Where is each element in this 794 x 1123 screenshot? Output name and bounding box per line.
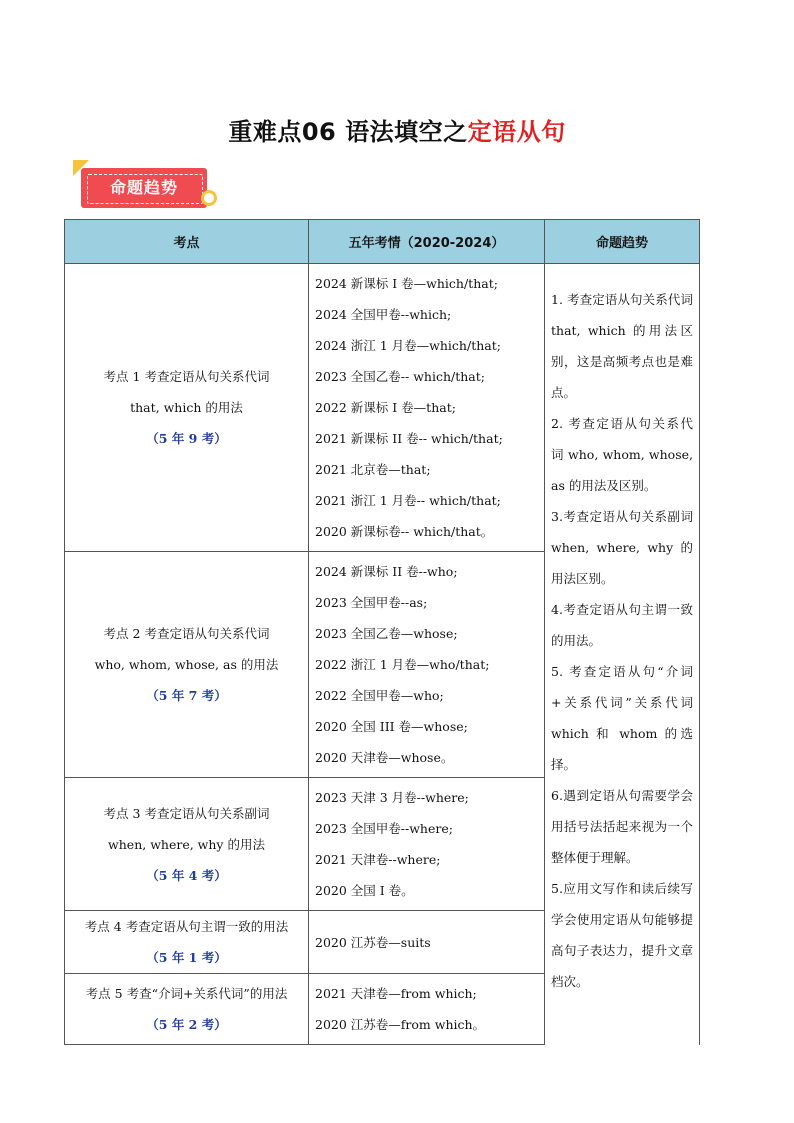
table-header-row — [65, 220, 700, 264]
years-cell — [309, 974, 545, 1045]
year-item: 2020 新课标卷-- which/that。 — [315, 524, 494, 539]
trend-item: 4.考查定语从句主谓一致的用法。 — [551, 602, 693, 648]
year-item: 2023 全国乙卷-- which/that; — [315, 369, 485, 384]
point-line: that, which 的用法 — [130, 400, 243, 415]
point-line: when, where, why 的用法 — [108, 836, 265, 852]
trend-item: 5.应用文写作和读后续写学会使用定语从句能够提高句子表达力，提升文章档次。 — [551, 881, 693, 989]
point-line: 考点 5 考查“介词+关系代词”的用法 — [85, 986, 288, 1001]
year-item: 2021 天津卷—from which; — [315, 986, 477, 1001]
point-cell — [65, 974, 309, 1045]
year-item: 2020 江苏卷—from which。 — [315, 1017, 486, 1032]
year-item: 2022 浙江 1 月卷—who/that; — [315, 657, 490, 672]
exam-trend-table — [64, 219, 700, 1045]
years-cell — [309, 911, 545, 974]
table-row — [65, 264, 700, 552]
year-item: 2024 新课标 II 卷--who; — [315, 564, 458, 579]
header-years: 五年考情（2020-2024） — [309, 220, 545, 264]
year-item: 2023 天津 3 月卷--where; — [315, 790, 469, 805]
section-badge — [73, 160, 223, 214]
point-count: （5 年 1 考） — [146, 950, 227, 965]
badge-ring-icon — [201, 190, 217, 206]
point-line: 考点 3 考查定语从句关系副词 — [103, 805, 270, 821]
year-item: 2022 全国甲卷—who; — [315, 688, 444, 703]
years-cell — [309, 264, 545, 552]
badge-corner-icon — [73, 160, 89, 176]
year-item: 2020 天津卷—whose。 — [315, 750, 454, 765]
year-item: 2020 全国 III 卷—whose; — [315, 719, 468, 734]
point-cell — [65, 552, 309, 778]
page-title — [0, 112, 794, 147]
trend-item: 5. 考查定语从句“介词+关系代词”关系代词 which 和 whom 的选择。 — [551, 664, 693, 772]
year-item: 2020 全国 I 卷。 — [315, 883, 414, 898]
point-line: 考点 1 考查定语从句关系代词 — [103, 369, 270, 384]
year-item: 2023 全国乙卷—whose; — [315, 626, 458, 641]
point-line: who, whom, whose, as 的用法 — [94, 657, 279, 672]
year-item: 2020 江苏卷—suits — [315, 934, 431, 950]
year-item: 2024 全国甲卷--which; — [315, 307, 452, 322]
year-item: 2023 全国甲卷--where; — [315, 821, 453, 836]
point-line: 考点 4 考查定语从句主谓一致的用法 — [84, 919, 289, 934]
trend-item: 1. 考查定语从句关系代词 that, which 的用法区别，这是高频考点也是难点。 — [551, 292, 693, 400]
point-cell — [65, 264, 309, 552]
badge-label: 命题趋势 — [109, 178, 178, 197]
year-item: 2021 北京卷—that; — [315, 462, 431, 477]
year-item: 2022 新课标 I 卷—that; — [315, 400, 456, 415]
year-item: 2021 天津卷--where; — [315, 852, 441, 867]
years-cell — [309, 552, 545, 778]
year-item: 2021 新课标 II 卷-- which/that; — [315, 431, 503, 446]
point-count: （5 年 4 考） — [146, 867, 227, 883]
point-cell — [65, 778, 309, 911]
point-cell — [65, 911, 309, 974]
trend-item: 3.考查定语从句关系副词 when, where, why 的用法区别。 — [551, 509, 693, 586]
point-line: 考点 2 考查定语从句关系代词 — [103, 626, 270, 641]
point-count: （5 年 9 考） — [146, 431, 227, 446]
title-highlight: 定语从句 — [467, 118, 566, 146]
point-count: （5 年 2 考） — [146, 1017, 227, 1032]
years-cell — [309, 778, 545, 911]
year-item: 2021 浙江 1 月卷-- which/that; — [315, 493, 501, 508]
title-prefix: 重难点06 语法填空之 — [228, 118, 468, 146]
year-item: 2023 全国甲卷--as; — [315, 595, 428, 610]
trend-item: 6.遇到定语从句需要学会用括号法括起来视为一个整体便于理解。 — [551, 788, 693, 865]
header-trend: 命题趋势 — [545, 220, 700, 264]
trend-cell — [545, 264, 700, 1045]
year-item: 2024 新课标 I 卷—which/that; — [315, 276, 498, 291]
point-count: （5 年 7 考） — [146, 688, 227, 703]
header-point: 考点 — [65, 220, 309, 264]
year-item: 2024 浙江 1 月卷—which/that; — [315, 338, 501, 353]
trend-item: 2. 考查定语从句关系代 词 who, whom, whose, as 的用法及区别。 — [551, 416, 693, 493]
